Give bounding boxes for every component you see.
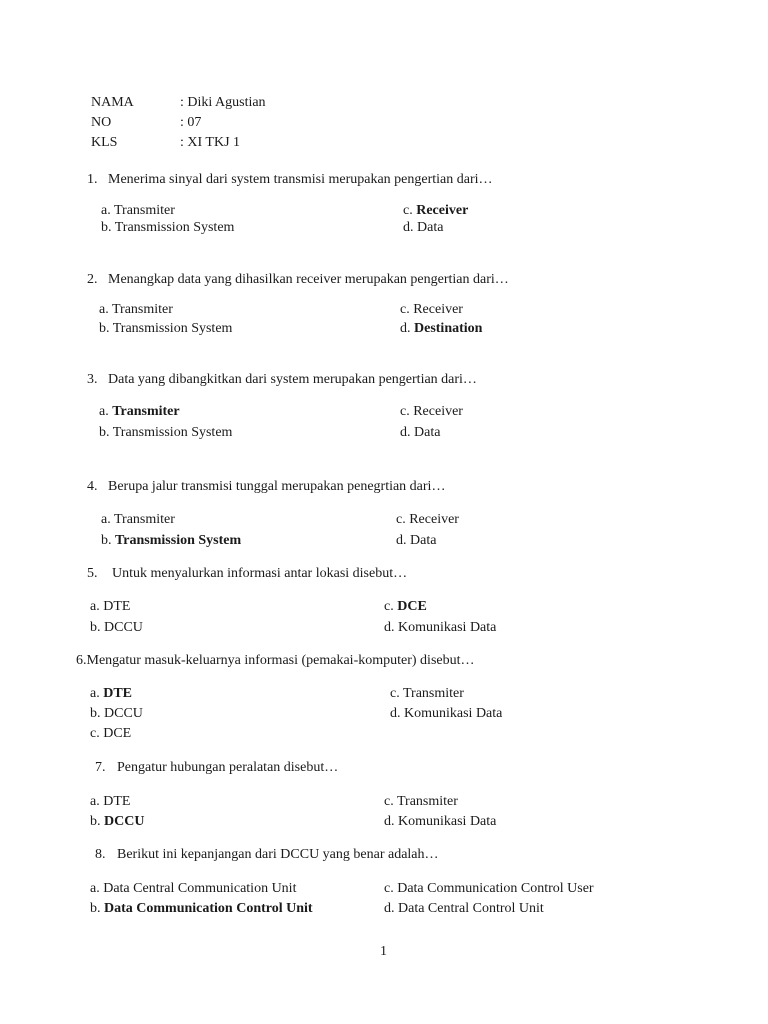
- name-value: : Diki Agustian: [180, 95, 266, 110]
- q6-option-c1: c. DCE: [90, 726, 132, 741]
- class-value: : XI TKJ 1: [180, 135, 241, 150]
- class-label: KLS: [91, 135, 118, 150]
- q4-option-d: d. Data: [396, 533, 437, 548]
- question-8-number: 8.: [95, 847, 106, 862]
- question-4-number: 4.: [87, 479, 98, 494]
- q1-option-d: d. Data: [403, 220, 444, 235]
- q5-option-a: a. DTE: [90, 599, 131, 614]
- question-2-number: 2.: [87, 272, 98, 287]
- question-5-text: Untuk menyalurkan informasi antar lokasi disebut…: [112, 566, 408, 581]
- q3-option-c: c. Receiver: [400, 404, 463, 419]
- q8-option-a: a. Data Central Communication Unit: [90, 881, 297, 896]
- no-value: : 07: [180, 115, 202, 130]
- q4-option-a: a. Transmiter: [101, 512, 175, 527]
- q8-option-b: b. Data Communication Control Unit: [90, 901, 313, 916]
- q2-option-b: b. Transmission System: [99, 321, 233, 336]
- no-label: NO: [91, 115, 112, 130]
- q3-option-a: a. Transmiter: [99, 404, 180, 419]
- question-7-text: Pengatur hubungan peralatan disebut…: [117, 760, 339, 775]
- question-2-text: Menangkap data yang dihasilkan receiver merupakan pengertian dari…: [108, 272, 509, 287]
- question-6-number: 6.: [76, 653, 87, 668]
- q7-option-a: a. DTE: [90, 794, 131, 809]
- q8-option-d: d. Data Central Control Unit: [384, 901, 544, 916]
- q2-option-d: d. Destination: [400, 321, 483, 336]
- q3-option-b: b. Transmission System: [99, 425, 233, 440]
- q8-option-c: c. Data Communication Control User: [384, 881, 594, 896]
- q6-option-a: a. DTE: [90, 686, 133, 701]
- q4-option-c: c. Receiver: [396, 512, 459, 527]
- q7-option-b: b. DCCU: [90, 814, 145, 829]
- question-3-text: Data yang dibangkitkan dari system merupakan pengertian dari…: [108, 372, 477, 387]
- q4-option-b: b. Transmission System: [101, 533, 242, 548]
- q1-option-b: b. Transmission System: [101, 220, 235, 235]
- question-8-text: Berikut ini kepanjangan dari DCCU yang benar adalah…: [117, 847, 439, 862]
- q6-option-d: d. Komunikasi Data: [390, 706, 503, 721]
- question-4-text: Berupa jalur transmisi tunggal merupakan penegrtian dari…: [108, 479, 446, 494]
- question-5-number: 5.: [87, 566, 98, 581]
- name-label: NAMA: [91, 95, 134, 110]
- q3-option-d: d. Data: [400, 425, 441, 440]
- q5-option-b: b. DCCU: [90, 620, 143, 635]
- page-number: 1: [380, 944, 387, 959]
- question-1-text: Menerima sinyal dari system transmisi merupakan pengertian dari…: [108, 172, 493, 187]
- q7-option-d: d. Komunikasi Data: [384, 814, 497, 829]
- q1-option-a: a. Transmiter: [101, 203, 175, 218]
- q2-option-a: a. Transmiter: [99, 302, 173, 317]
- question-6: [76, 653, 475, 669]
- q5-option-d: d. Komunikasi Data: [384, 620, 497, 635]
- question-6-text: Mengatur masuk-keluarnya informasi (pemakai-komputer) disebut…: [86, 653, 475, 668]
- question-7-number: 7.: [95, 760, 106, 775]
- question-3-number: 3.: [87, 372, 98, 387]
- q5-option-c: c. DCE: [384, 599, 427, 614]
- q7-option-c: c. Transmiter: [384, 794, 458, 809]
- q2-option-c: c. Receiver: [400, 302, 463, 317]
- question-1-number: 1.: [87, 172, 98, 187]
- q1-option-c: c. Receiver: [403, 203, 469, 218]
- q6-option-c2: c. Transmiter: [390, 686, 464, 701]
- q6-option-b: b. DCCU: [90, 706, 143, 721]
